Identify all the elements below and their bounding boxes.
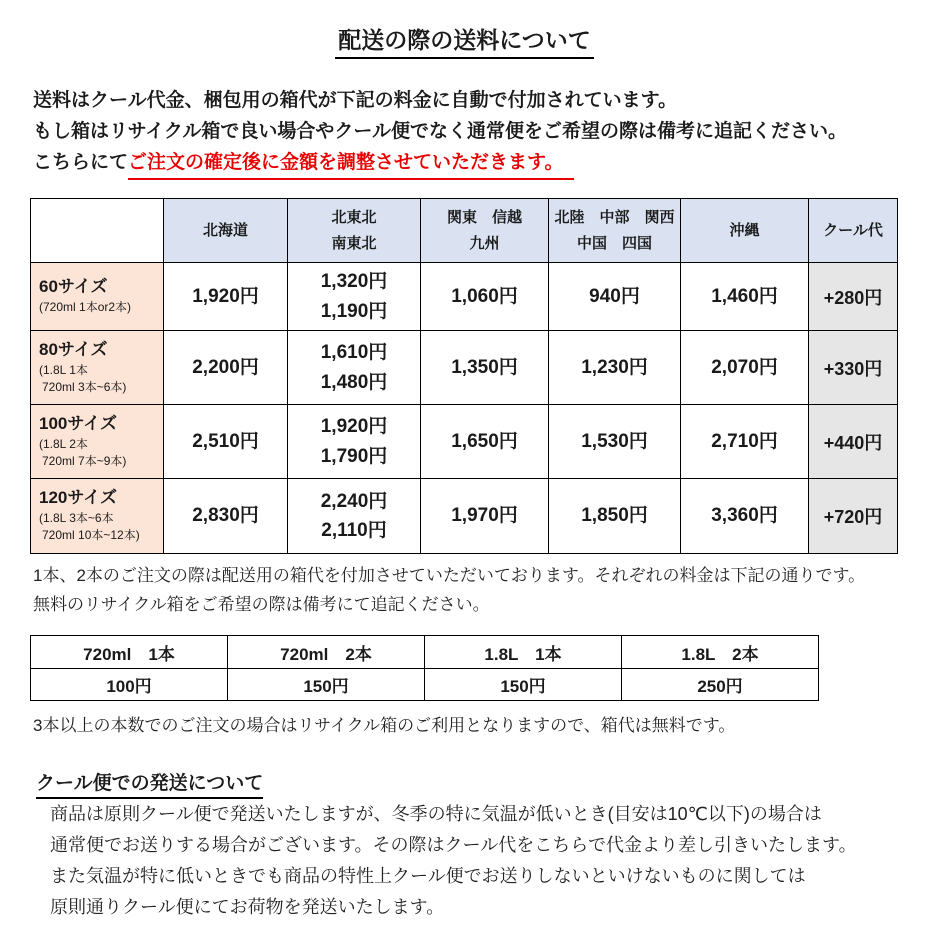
cool-shipping-line-1: 商品は原則クール便で発送いたしますが、冬季の特に気温が低いとき(目安は10℃以下)の場合は xyxy=(50,804,822,824)
col-header-hokuriku: 北陸 中部 関西 中国 四国 xyxy=(549,199,681,263)
table-row-size-80 xyxy=(31,331,898,405)
shipping-rate-table xyxy=(30,198,898,554)
box-fee-header-cell: 1.8L 2本 xyxy=(622,636,819,669)
box-fee-value-cell: 250円 xyxy=(622,669,819,701)
price-cell: 1,970円 xyxy=(421,479,549,554)
box-fee-note xyxy=(33,561,865,619)
box-fee-value-cell: 150円 xyxy=(228,669,425,701)
box-fee-header-cell: 1.8L 1本 xyxy=(425,636,622,669)
price-cell: 940円 xyxy=(549,263,681,331)
price-cell: 2,240円 2,110円 xyxy=(288,479,421,554)
box-fee-value-cell: 100円 xyxy=(31,669,228,701)
cool-shipping-line-3: また気温が特に低いときでも商品の特性上クール便でお送りしないといけないものに関しては xyxy=(50,866,806,886)
box-fee-table xyxy=(30,635,819,701)
table-row-size-120 xyxy=(31,479,898,554)
size-label-cell: 60サイズ (720ml 1本or2本) xyxy=(31,263,164,331)
cool-fee-cell: +440円 xyxy=(809,405,898,479)
price-cell: 1,920円 xyxy=(164,263,288,331)
recycle-box-note: 3本以上の本数でのご注文の場合はリサイクル箱のご利用となりますので、箱代は無料です。 xyxy=(33,716,736,735)
cool-fee-cell: +720円 xyxy=(809,479,898,554)
price-cell: 1,610円 1,480円 xyxy=(288,331,421,405)
box-fee-value-row xyxy=(31,669,819,701)
price-cell: 1,650円 xyxy=(421,405,549,479)
box-fee-note-line-2: 無料のリサイクル箱をご希望の際は備考にて追記ください。 xyxy=(33,595,490,614)
price-cell: 1,320円 1,190円 xyxy=(288,263,421,331)
intro-paragraph xyxy=(33,85,847,180)
size-label-cell: 120サイズ (1.8L 3本~6本 720ml 10本~12本) xyxy=(31,479,164,554)
col-header-hokkaido: 北海道 xyxy=(164,199,288,263)
price-cell: 1,350円 xyxy=(421,331,549,405)
cool-shipping-paragraph xyxy=(50,799,857,923)
cool-fee-cell: +280円 xyxy=(809,263,898,331)
intro-line-3 xyxy=(33,147,847,180)
adjustment-warning-text: ご注文の確定後に金額を調整させていただきます。 xyxy=(128,147,573,180)
col-header-cool-fee: クール代 xyxy=(809,199,898,263)
box-fee-header-cell: 720ml 2本 xyxy=(228,636,425,669)
box-fee-header-row xyxy=(31,636,819,669)
table-row-size-60 xyxy=(31,263,898,331)
size-label-cell: 80サイズ (1.8L 1本 720ml 3本~6本) xyxy=(31,331,164,405)
price-cell: 1,230円 xyxy=(549,331,681,405)
intro-line-2: もし箱はリサイクル箱で良い場合やクール便でなく通常便をご希望の際は備考に追記ください。 xyxy=(33,121,847,142)
price-cell: 2,070円 xyxy=(681,331,809,405)
page-title: 配送の際の送料について xyxy=(0,22,929,59)
price-cell: 2,200円 xyxy=(164,331,288,405)
cool-shipping-heading: クール便での発送について xyxy=(36,768,263,799)
price-cell: 3,360円 xyxy=(681,479,809,554)
cool-shipping-line-4: 原則通りクール便にてお荷物を発送いたします。 xyxy=(50,897,445,917)
price-cell: 1,460円 xyxy=(681,263,809,331)
box-fee-value-cell: 150円 xyxy=(425,669,622,701)
col-header-kanto: 関東 信越 九州 xyxy=(421,199,549,263)
price-cell: 2,830円 xyxy=(164,479,288,554)
price-cell: 2,510円 xyxy=(164,405,288,479)
intro-line-3-prefix: こちらにて xyxy=(33,152,129,173)
intro-line-1: 送料はクール代金、梱包用の箱代が下記の料金に自動で付加されています。 xyxy=(33,90,678,111)
cool-shipping-line-2: 通常便でお送りする場合がございます。その際はクール代をこちらで代金より差し引きいたします。 xyxy=(50,835,857,855)
corner-cell xyxy=(31,199,164,263)
header-row xyxy=(31,199,898,263)
price-cell: 1,530円 xyxy=(549,405,681,479)
price-cell: 2,710円 xyxy=(681,405,809,479)
box-fee-note-line-1: 1本、2本のご注文の際は配送用の箱代を付加させていただいております。それぞれの料金は下記の通りです。 xyxy=(33,566,866,585)
price-cell: 1,850円 xyxy=(549,479,681,554)
size-label-cell: 100サイズ (1.8L 2本 720ml 7本~9本) xyxy=(31,405,164,479)
price-cell: 1,060円 xyxy=(421,263,549,331)
cool-fee-cell: +330円 xyxy=(809,331,898,405)
col-header-tohoku: 北東北 南東北 xyxy=(288,199,421,263)
col-header-okinawa: 沖縄 xyxy=(681,199,809,263)
box-fee-header-cell: 720ml 1本 xyxy=(31,636,228,669)
price-cell: 1,920円 1,790円 xyxy=(288,405,421,479)
table-row-size-100 xyxy=(31,405,898,479)
